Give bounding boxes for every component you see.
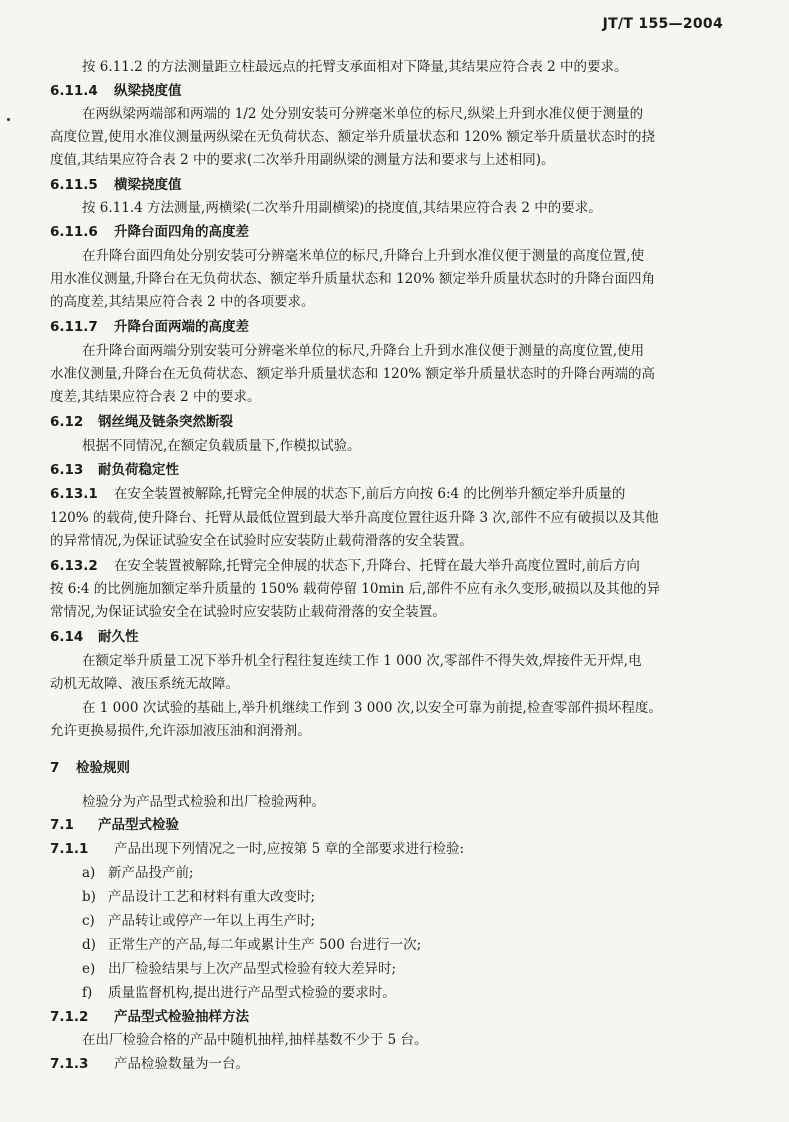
- list-marker: e): [82, 961, 96, 977]
- section-heading: 产品型式检验抽样方法: [114, 1009, 249, 1025]
- paragraph-text: 出厂检验结果与上次产品型式检验有较大差异时;: [108, 961, 397, 977]
- section-heading: 产品型式检验: [98, 817, 179, 833]
- paragraph-text: 在额定举升质量工况下举升机全行程往复连续工作 1 000 次,零部件不得失效,焊接件无开焊,电: [82, 653, 642, 669]
- text-line: [82, 886, 749, 908]
- text-line: [82, 340, 749, 362]
- text-line: [82, 910, 749, 932]
- section-heading: 检验规则: [76, 760, 130, 776]
- text-line: [82, 791, 749, 813]
- list-marker: d): [82, 937, 96, 953]
- text-line: [50, 268, 749, 290]
- text-line: [50, 316, 749, 338]
- paragraph-text: 产品出现下列情况之一时,应按第 5 章的全部要求进行检验:: [114, 841, 465, 857]
- paragraph-text: 的高度差,其结果应符合表 2 中的各项要求。: [50, 294, 315, 310]
- text-line: [50, 720, 749, 742]
- paragraph-text: 质量监督机构,提出进行产品型式检验的要求时。: [108, 985, 396, 1001]
- text-line: [82, 1029, 749, 1051]
- text-line: [50, 757, 749, 779]
- paragraph-text: 120% 的载荷,使升降台、托臂从最低位置到最大举升高度位置往返升降 3 次,部件不应有破损以及其他: [50, 510, 659, 526]
- clause-number: 6.11.5: [50, 177, 98, 193]
- text-line: [50, 1053, 749, 1075]
- paragraph-text: 在两纵梁两端部和两端的 1/2 处分别安装可分辨毫米单位的标尺,纵梁上升到水准仪便于测量的: [82, 106, 644, 122]
- list-marker: b): [82, 889, 96, 905]
- text-line: [50, 459, 749, 481]
- paragraph-text: 产品转让或停产一年以上再生产时;: [108, 913, 316, 929]
- text-line: [82, 982, 749, 1004]
- paragraph-text: 产品设计工艺和材料有重大改变时;: [108, 889, 316, 905]
- paragraph-text: 在升降台面两端分别安装可分辨毫米单位的标尺,升降台上升到水准仪便于测量的高度位置,使用: [82, 343, 645, 359]
- text-line: [50, 601, 749, 623]
- list-marker: f): [82, 985, 93, 1001]
- paragraph-text: 按 6.11.4 方法测量,两横梁(二次举升用副横梁)的挠度值,其结果应符合表 2 中的要求。: [82, 200, 602, 216]
- paragraph-text: 产品检验数量为一台。: [114, 1056, 249, 1072]
- text-line: [50, 673, 749, 695]
- paragraph-text: 根据不同情况,在额定负载质量下,作模拟试验。: [82, 438, 361, 454]
- text-line: [50, 578, 749, 600]
- text-line: [82, 697, 749, 719]
- section-heading: 耐久性: [98, 629, 139, 645]
- clause-number: 6.13.2: [50, 558, 98, 574]
- text-line: [82, 958, 749, 980]
- text-line: [50, 483, 749, 505]
- paragraph-text: 度值,其结果应符合表 2 中的要求(二次举升用副纵梁的测量方法和要求与上述相同)。: [50, 152, 555, 168]
- paragraph-text: 在 1 000 次试验的基础上,举升机继续工作到 3 000 次,以安全可靠为前提,检查零部件损坏程度。: [82, 700, 662, 716]
- section-heading: 升降台面四角的高度差: [114, 224, 249, 240]
- paragraph-text: 高度位置,使用水准仪测量两纵梁在无负荷状态、额定举升质量状态和 120% 额定举升质量状态时的挠: [50, 129, 655, 145]
- text-line: [50, 507, 749, 529]
- text-line: [82, 103, 749, 125]
- text-line: [50, 174, 749, 196]
- section-heading: 钢丝绳及链条突然断裂: [98, 414, 233, 430]
- paragraph-text: 常情况,为保证试验安全在试验时应安装防止载荷滑落的安全装置。: [50, 604, 446, 620]
- clause-number: 6.11.4: [50, 83, 98, 99]
- text-line: [50, 1006, 749, 1028]
- paragraph-text: 允许更换易损件,允许添加液压油和润滑剂。: [50, 723, 311, 739]
- text-line: [50, 126, 749, 148]
- paragraph-text: 检验分为产品型式检验和出厂检验两种。: [82, 794, 325, 810]
- text-line: [82, 650, 749, 672]
- text-line: [50, 530, 749, 552]
- text-line: [50, 149, 749, 171]
- clause-number: 7.1.1: [50, 841, 89, 857]
- paragraph-text: 度差,其结果应符合表 2 中的要求。: [50, 389, 261, 405]
- section-heading: 纵梁挠度值: [114, 83, 182, 99]
- section-heading: 横梁挠度值: [114, 177, 182, 193]
- text-line: [82, 197, 749, 219]
- paragraph-text: 在安全装置被解除,托臂完全伸展的状态下,升降台、托臂在最大举升高度位置时,前后方向: [114, 558, 640, 574]
- text-line: [50, 814, 749, 836]
- scan-speck: [7, 118, 10, 121]
- text-line: [50, 363, 749, 385]
- standard-code: JT/T 155—2004: [602, 16, 723, 32]
- text-line: [50, 838, 749, 860]
- text-line: [50, 411, 749, 433]
- paragraph-text: 按 6.11.2 的方法测量距立柱最远点的托臂支承面相对下降量,其结果应符合表 2 中的要求。: [82, 59, 628, 75]
- paragraph-text: 新产品投产前;: [108, 865, 194, 881]
- clause-number: 6.13.1: [50, 486, 98, 502]
- paragraph-text: 在安全装置被解除,托臂完全伸展的状态下,前后方向按 6:4 的比例举升额定举升质量的: [114, 486, 626, 502]
- text-line: [82, 245, 749, 267]
- clause-number: 6.11.7: [50, 319, 98, 335]
- clause-number: 7: [50, 760, 60, 776]
- text-line: [50, 291, 749, 313]
- section-heading: 耐负荷稳定性: [98, 462, 179, 478]
- clause-number: 6.14: [50, 629, 84, 645]
- paragraph-text: 在升降台面四角处分别安装可分辨毫米单位的标尺,升降台上升到水准仪便于测量的高度位置,使: [82, 248, 645, 264]
- paragraph-text: 水准仪测量,升降台在无负荷状态、额定举升质量状态和 120% 额定举升质量状态时的升降台两端的高: [50, 366, 655, 382]
- text-line: [82, 934, 749, 956]
- paragraph-text: 的异常情况,为保证试验安全在试验时应安装防止载荷滑落的安全装置。: [50, 533, 473, 549]
- text-line: [50, 80, 749, 102]
- text-line: [50, 221, 749, 243]
- paragraph-text: 在出厂检验合格的产品中随机抽样,抽样基数不少于 5 台。: [82, 1032, 428, 1048]
- list-marker: a): [82, 865, 96, 881]
- paragraph-text: 正常生产的产品,每二年或累计生产 500 台进行一次;: [108, 937, 422, 953]
- list-marker: c): [82, 913, 95, 929]
- text-line: [50, 626, 749, 648]
- paragraph-text: 用水准仪测量,升降台在无负荷状态、额定举升质量状态和 120% 额定举升质量状态时的升降台面四角: [50, 271, 655, 287]
- text-line: [82, 435, 749, 457]
- clause-number: 6.11.6: [50, 224, 98, 240]
- clause-number: 7.1: [50, 817, 74, 833]
- paragraph-text: 按 6:4 的比例施加额定举升质量的 150% 载荷停留 10min 后,部件不应有永久变形,破损以及其他的异: [50, 581, 661, 597]
- text-line: [50, 555, 749, 577]
- clause-number: 7.1.3: [50, 1056, 89, 1072]
- text-line: [50, 386, 749, 408]
- clause-number: 6.12: [50, 414, 84, 430]
- text-line: [82, 56, 749, 78]
- section-heading: 升降台面两端的高度差: [114, 319, 249, 335]
- paragraph-text: 动机无故障、液压系统无故障。: [50, 676, 239, 692]
- text-line: [82, 862, 749, 884]
- clause-number: 7.1.2: [50, 1009, 89, 1025]
- clause-number: 6.13: [50, 462, 84, 478]
